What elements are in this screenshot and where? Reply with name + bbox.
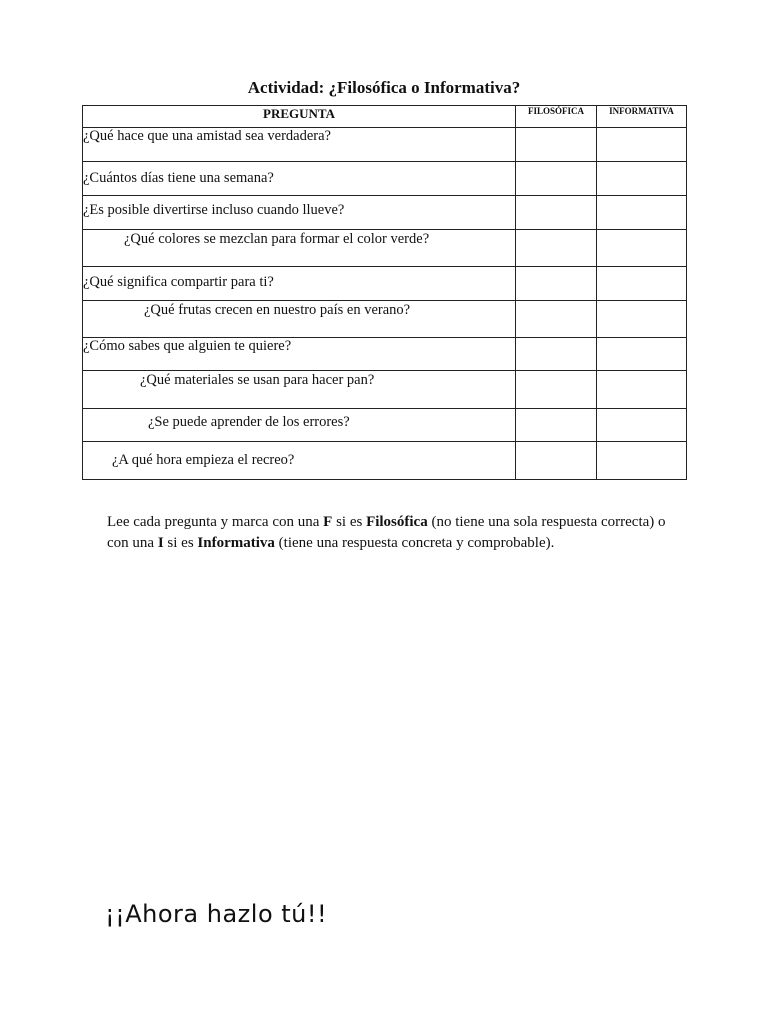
- question-text: ¿Qué significa compartir para ti?: [83, 267, 516, 301]
- word-filosofica: Filosófica: [366, 514, 428, 530]
- table-row: [83, 128, 687, 162]
- table-row: [83, 230, 687, 267]
- filosofica-checkbox-cell[interactable]: [516, 301, 597, 338]
- table-row: [83, 196, 687, 230]
- table-row: [83, 442, 687, 480]
- informativa-checkbox-cell[interactable]: [597, 338, 687, 371]
- word-informativa: Informativa: [197, 535, 275, 551]
- instructions-text: Lee cada pregunta y marca con una: [107, 514, 324, 530]
- table-row: [83, 409, 687, 442]
- informativa-checkbox-cell[interactable]: [597, 230, 687, 267]
- table-row: [83, 267, 687, 301]
- instructions-paragraph: [107, 512, 677, 554]
- question-text: ¿Qué frutas crecen en nuestro país en verano?: [83, 301, 516, 338]
- filosofica-checkbox-cell[interactable]: [516, 162, 597, 196]
- question-text: ¿Cómo sabes que alguien te quiere?: [83, 338, 516, 371]
- question-text: ¿Es posible divertirse incluso cuando llueve?: [83, 196, 516, 230]
- instructions-text: (tiene una respuesta concreta y comprobable).: [274, 535, 555, 551]
- informativa-checkbox-cell[interactable]: [597, 409, 687, 442]
- table-row: [83, 371, 687, 409]
- question-text: ¿Se puede aprender de los errores?: [83, 409, 516, 442]
- filosofica-checkbox-cell[interactable]: [516, 230, 597, 267]
- question-text: ¿Qué hace que una amistad sea verdadera?: [83, 128, 516, 162]
- filosofica-checkbox-cell[interactable]: [516, 338, 597, 371]
- letter-f: F: [323, 514, 333, 530]
- informativa-checkbox-cell[interactable]: [597, 267, 687, 301]
- header-filosofica: FILOSÓFICA: [516, 106, 597, 128]
- informativa-checkbox-cell[interactable]: [597, 442, 687, 480]
- question-text: ¿Qué materiales se usan para hacer pan?: [83, 371, 516, 409]
- header-informativa: INFORMATIVA: [597, 106, 687, 128]
- filosofica-checkbox-cell[interactable]: [516, 409, 597, 442]
- call-to-action: ¡¡Ahora hazlo tú!!: [105, 900, 328, 928]
- filosofica-checkbox-cell[interactable]: [516, 196, 597, 230]
- table-row: [83, 162, 687, 196]
- letter-i: I: [157, 535, 164, 551]
- table-row: [83, 338, 687, 371]
- instructions-text: (no tiene una sola respuesta correcta) o con una: [107, 514, 666, 551]
- instructions-text: si es: [332, 514, 367, 530]
- header-pregunta: PREGUNTA: [83, 106, 516, 128]
- informativa-checkbox-cell[interactable]: [597, 371, 687, 409]
- filosofica-checkbox-cell[interactable]: [516, 128, 597, 162]
- informativa-checkbox-cell[interactable]: [597, 196, 687, 230]
- question-text: ¿Qué colores se mezclan para formar el color verde?: [83, 230, 516, 267]
- informativa-checkbox-cell[interactable]: [597, 162, 687, 196]
- table-header-row: [83, 106, 687, 128]
- filosofica-checkbox-cell[interactable]: [516, 267, 597, 301]
- filosofica-checkbox-cell[interactable]: [516, 371, 597, 409]
- questions-table: [82, 105, 687, 480]
- informativa-checkbox-cell[interactable]: [597, 301, 687, 338]
- table-row: [83, 301, 687, 338]
- question-text: ¿A qué hora empieza el recreo?: [83, 442, 516, 480]
- question-text: ¿Cuántos días tiene una semana?: [83, 162, 516, 196]
- worksheet-title: Actividad: ¿Filosófica o Informativa?: [247, 78, 521, 97]
- informativa-checkbox-cell[interactable]: [597, 128, 687, 162]
- instructions-text: si es: [163, 535, 198, 551]
- filosofica-checkbox-cell[interactable]: [516, 442, 597, 480]
